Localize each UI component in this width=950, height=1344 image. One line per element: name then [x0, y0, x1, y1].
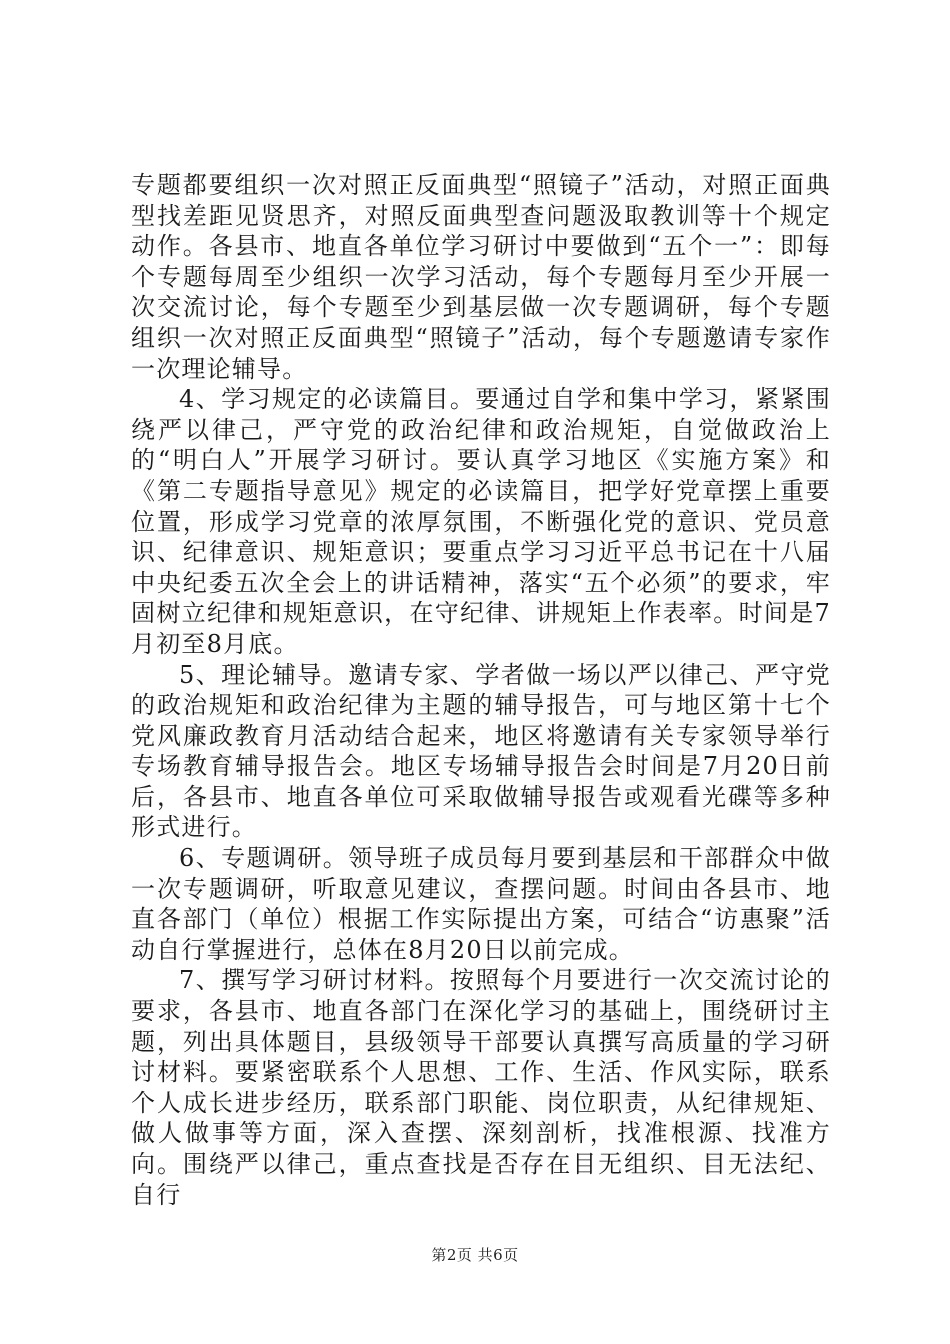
paragraph-item-6-special-research: 6、专题调研。领导班子成员每月要到基层和干部群众中做一次专题调研，听取意见建议，查摆问题。时间由各县市、地直各部门（单位）根据工作实际提出方案，可结合“访惠聚”活动自行掌握进行，总体在8月20日以前完成。 [131, 844, 831, 964]
paragraph-item-4-required-reading: 4、学习规定的必读篇目。要通过自学和集中学习，紧紧围绕严以律己，严守党的政治纪律和政治规矩，自觉做政治上的“明白人”开展学习研讨。要认真学习地区《实施方案》和《第二专题指导意见》规定的必读篇目，把学好党章摆上重要位置，形成学习党章的浓厚氛围，不断强化党的意识、党员意识、纪律意识、规矩意识；要重点学习习近平总书记在十八届中央纪委五次全会上的讲话精神，落实“五个必须”的要求，牢固树立纪律和规矩意识，在守纪律、讲规矩上作表率。时间是7月初至8月底。 [131, 385, 831, 658]
paragraph-item-7-study-materials: 7、撰写学习研讨材料。按照每个月要进行一次交流讨论的要求，各县市、地直各部门在深化学习的基础上，围绕研讨主题，列出具体题目，县级领导干部要认真撰写高质量的学习研讨材料。要紧密联系个人思想、工作、生活、作风实际，联系个人成长进步经历，联系部门职能、岗位职责，从纪律规矩、做人做事等方面，深入查摆、深刻剖析，找准根源、找准方向。围绕严以律己，重点查找是否存在目无组织、目无法纪、自行 [131, 966, 831, 1209]
paragraph-item-5-theory-guidance: 5、理论辅导。邀请专家、学者做一场以严以律己、严守党的政治规矩和政治纪律为主题的辅导报告，可与地区第十七个党风廉政教育月活动结合起来，地区将邀请有关专家领导举行专场教育辅导报告会。地区专场辅导报告会时间是7月20日前后，各县市、地直各单位可采取做辅导报告或观看光碟等多种形式进行。 [131, 660, 831, 842]
page-number-footer: 第2页 共6页 [431, 1246, 519, 1264]
document-body [131, 170, 831, 1210]
paragraph-continuation: 专题都要组织一次对照正反面典型“照镜子”活动，对照正面典型找差距见贤思齐，对照反面典型查问题汲取教训等十个规定动作。各县市、地直各单位学习研讨中要做到“五个一”：即每个专题每周至少组织一次学习活动，每个专题每月至少开展一次交流讨论，每个专题至少到基层做一次专题调研，每个专题组织一次对照正反面典型“照镜子”活动，每个专题邀请专家作一次理论辅导。 [131, 171, 831, 383]
